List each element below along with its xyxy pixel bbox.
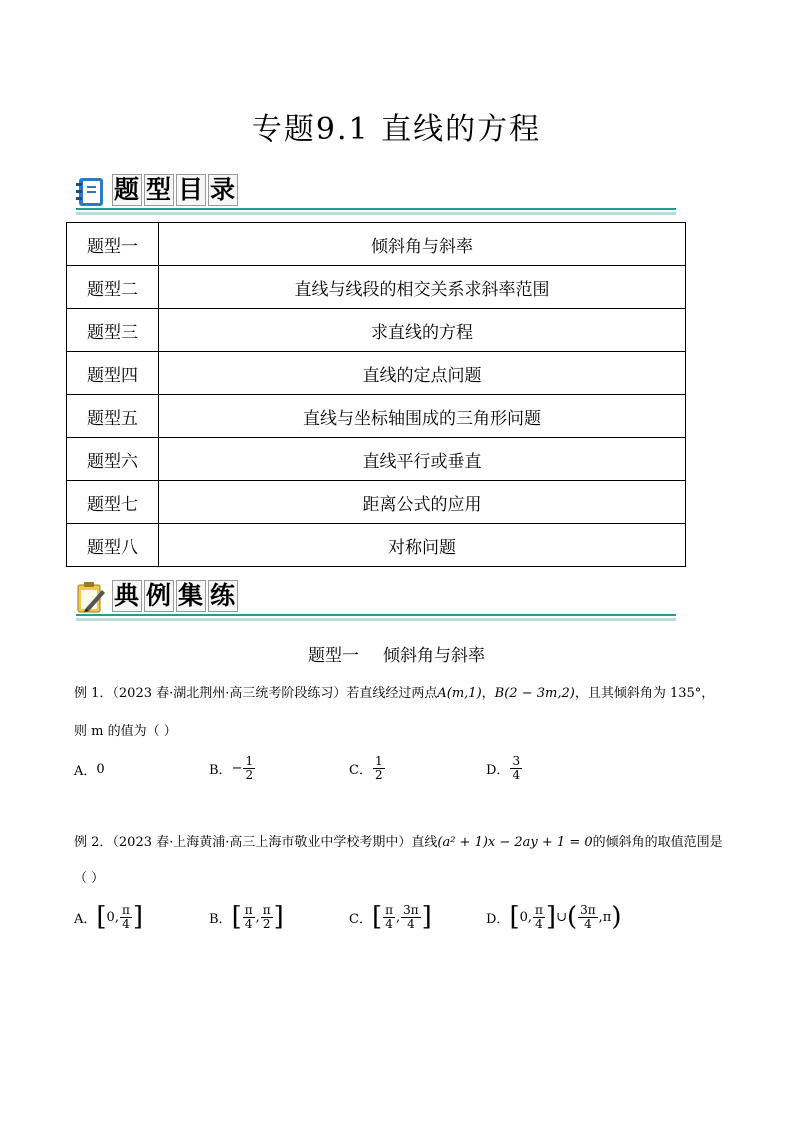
example2-option-c[interactable]: C． [ $\frac{\pi}{4}$ , $\frac{3\pi}{4}$ ] bbox=[349, 902, 432, 932]
toc-row bbox=[67, 395, 686, 438]
toc-topic: 求直线的方程 bbox=[159, 309, 686, 352]
fraction: $\frac{\pi}{4}$ bbox=[244, 902, 253, 931]
fraction: $\frac{3\pi}{4}$ bbox=[403, 902, 419, 931]
toc-topic: 直线的定点问题 bbox=[159, 352, 686, 395]
example2-option-b[interactable]: B． [ $\frac{\pi}{4}$ , $\frac{\pi}{2}$ ] bbox=[209, 902, 284, 932]
example2-text: 例 2．（2023 春·上海黄浦·高三上海市敬业中学校考期中）直线(a² + 1)x − 2ay + 1 = 0的倾斜角的取值范围是 bbox=[74, 835, 723, 850]
point-b: B(2 − 3m,2) bbox=[494, 686, 575, 701]
example1-option-c[interactable]: C． $\frac{1}{2}$ bbox=[349, 753, 383, 782]
toc-name: 题型五 bbox=[67, 395, 159, 438]
fraction: $\frac{1}{2}$ bbox=[374, 753, 383, 782]
fraction: $\frac{3}{4}$ bbox=[512, 753, 521, 782]
toc-row bbox=[67, 223, 686, 266]
subsection-name: 题型一 bbox=[308, 646, 359, 666]
section-title-toc: 题 型 目 录 bbox=[114, 175, 237, 204]
divider-shadow bbox=[76, 212, 676, 215]
toc-name: 题型七 bbox=[67, 481, 159, 524]
toc-name: 题型一 bbox=[67, 223, 159, 266]
toc-topic: 对称问题 bbox=[159, 524, 686, 567]
toc-name: 题型四 bbox=[67, 352, 159, 395]
toc-row bbox=[67, 309, 686, 352]
toc-name: 题型二 bbox=[67, 266, 159, 309]
toc-topic: 直线平行或垂直 bbox=[159, 438, 686, 481]
divider bbox=[76, 614, 676, 616]
example2-option-a[interactable]: A． [ 0 , $\frac{\pi}{4}$ ] bbox=[74, 902, 144, 932]
toc-name: 题型三 bbox=[67, 309, 159, 352]
fraction: $\frac{\pi}{2}$ bbox=[262, 902, 271, 931]
toc-name: 题型八 bbox=[67, 524, 159, 567]
example2-option-d[interactable]: D． [ 0 , $\frac{\pi}{4}$ ] ∪ ( $\frac{3\pi}{4}$ , π ) bbox=[486, 902, 622, 932]
toc-row bbox=[67, 524, 686, 567]
divider-shadow bbox=[76, 618, 676, 621]
fraction: $\frac{1}{2}$ bbox=[245, 753, 254, 782]
example1-line2: 则 m 的值为（ ） bbox=[74, 724, 177, 739]
example1-option-b[interactable]: B． − $\frac{1}{2}$ bbox=[209, 753, 254, 782]
toc-topic: 距离公式的应用 bbox=[159, 481, 686, 524]
toc-topic: 直线与坐标轴围成的三角形问题 bbox=[159, 395, 686, 438]
toc-topic: 倾斜角与斜率 bbox=[159, 223, 686, 266]
example1-option-a[interactable]: A． 0 bbox=[74, 761, 105, 779]
section-header-toc bbox=[76, 172, 676, 218]
toc-row bbox=[67, 352, 686, 395]
line-equation: (a² + 1)x − 2ay + 1 = 0 bbox=[437, 835, 593, 850]
example1-option-d[interactable]: D． $\frac{3}{4}$ bbox=[486, 753, 521, 782]
example1-text: 例 1．（2023 春·湖北荆州·高三统考阶段练习）若直线经过两点A(m,1)，B(2 − 3m,2)，且其倾斜角为 135°， bbox=[74, 686, 715, 701]
pencil-note-icon bbox=[76, 582, 106, 614]
subsection-topic: 倾斜角与斜率 bbox=[383, 646, 485, 666]
notebook-icon bbox=[76, 176, 106, 208]
fraction: $\frac{\pi}{4}$ bbox=[535, 902, 543, 931]
divider bbox=[76, 208, 676, 210]
page-title: 专题9.1 直线的方程 bbox=[251, 112, 542, 147]
toc-row bbox=[67, 481, 686, 524]
fraction: $\frac{3\pi}{4}$ bbox=[580, 902, 596, 931]
toc-table bbox=[66, 222, 686, 567]
point-a: A(m,1) bbox=[437, 686, 482, 701]
toc-row bbox=[67, 438, 686, 481]
fraction: $\frac{\pi}{4}$ bbox=[385, 902, 393, 931]
fraction: $\frac{\pi}{4}$ bbox=[121, 902, 130, 931]
toc-name: 题型六 bbox=[67, 438, 159, 481]
toc-topic: 直线与线段的相交关系求斜率范围 bbox=[159, 266, 686, 309]
subsection-heading bbox=[0, 641, 793, 666]
section-title-examples: 典 例 集 练 bbox=[114, 581, 237, 610]
example2-line2: （ ） bbox=[74, 871, 105, 886]
section-header-examples bbox=[76, 578, 676, 624]
toc-row bbox=[67, 266, 686, 309]
